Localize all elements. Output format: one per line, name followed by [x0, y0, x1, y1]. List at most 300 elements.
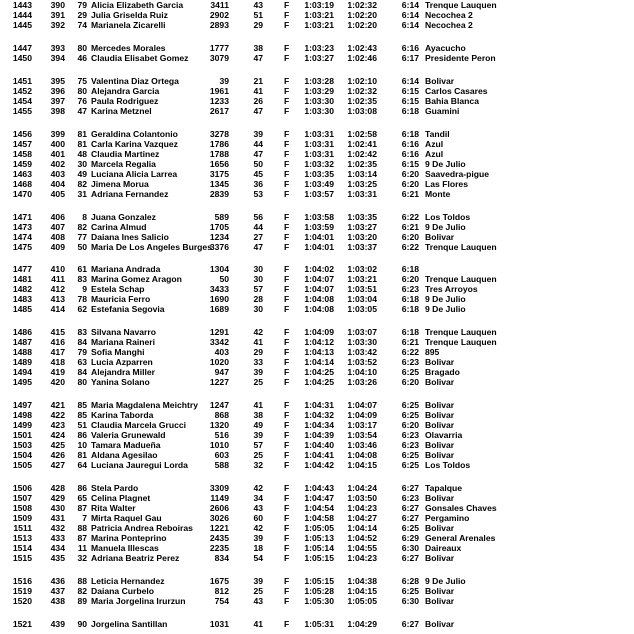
gun-time: 1:04:41 — [304, 450, 334, 460]
runner-age: 42 — [253, 523, 263, 533]
runner-age: 27 — [253, 232, 263, 242]
category-position: 436 — [50, 576, 65, 586]
runner-sex: F — [284, 274, 290, 284]
pace: 6:18 — [401, 294, 419, 304]
age-group-position: 83 — [77, 274, 87, 284]
category-position: 435 — [50, 553, 65, 563]
age-group-position: 82 — [77, 586, 87, 596]
runner-age: 42 — [253, 483, 263, 493]
city: Bolivar — [425, 76, 455, 86]
bib-number: 1304 — [209, 264, 229, 274]
gun-time: 1:03:21 — [304, 10, 334, 20]
runner-age: 44 — [253, 139, 263, 149]
pace: 6:18 — [401, 106, 419, 116]
overall-position: 1470 — [12, 189, 32, 199]
bib-number: 1689 — [209, 304, 229, 314]
overall-position: 1473 — [12, 222, 32, 232]
age-group-position: 87 — [77, 503, 87, 513]
category-position: 428 — [50, 483, 65, 493]
runner-name: Mercedes Morales — [91, 43, 166, 53]
bib-number: 1777 — [209, 43, 229, 53]
runner-sex: F — [284, 523, 290, 533]
gun-time: 1:04:25 — [304, 367, 334, 377]
overall-position: 1451 — [12, 76, 32, 86]
runner-age: 43 — [253, 503, 263, 513]
runner-sex: F — [284, 513, 290, 523]
pace: 6:15 — [401, 86, 419, 96]
runner-name: Daiana Curbelo — [91, 586, 155, 596]
bib-number: 3411 — [210, 0, 229, 10]
overall-position: 1463 — [12, 169, 32, 179]
age-group-position: 46 — [77, 53, 87, 63]
runner-sex: F — [284, 106, 290, 116]
runner-sex: F — [284, 410, 290, 420]
city: Guamini — [425, 106, 460, 116]
city: Ayacucho — [425, 43, 466, 53]
city: Tres Arroyos — [425, 284, 478, 294]
runner-sex: F — [284, 189, 290, 199]
city: Bolivar — [425, 410, 455, 420]
age-group-position: 47 — [77, 106, 87, 116]
city: Bolivar — [425, 440, 455, 450]
gun-time: 1:04:14 — [304, 357, 334, 367]
runner-sex: F — [284, 483, 290, 493]
city: Trenque Lauquen — [425, 327, 497, 337]
net-time: 1:03:25 — [347, 179, 377, 189]
category-position: 394 — [50, 53, 65, 63]
city: Bahia Blanca — [425, 96, 479, 106]
city: Trenque Lauquen — [425, 274, 497, 284]
runner-name: Daiana Ines Salicio — [91, 232, 169, 242]
category-position: 429 — [50, 493, 65, 503]
city: Necochea 2 — [425, 10, 473, 20]
bib-number: 1961 — [209, 86, 229, 96]
net-time: 1:03:14 — [347, 169, 377, 179]
runner-sex: F — [284, 10, 290, 20]
pace: 6:14 — [401, 76, 419, 86]
runner-sex: F — [284, 76, 290, 86]
city: Azul — [425, 139, 444, 149]
city: Necochea 2 — [425, 20, 473, 30]
pace: 6:25 — [401, 450, 419, 460]
city: Bolivar — [425, 596, 455, 606]
pace: 6:17 — [401, 53, 419, 63]
category-position: 409 — [50, 242, 65, 252]
runner-sex: F — [284, 327, 290, 337]
runner-name: Sofia Manghi — [91, 347, 145, 357]
net-time: 1:03:54 — [347, 430, 377, 440]
runner-sex: F — [284, 149, 290, 159]
pace: 6:20 — [401, 232, 419, 242]
runner-name: Alejandra Miller — [91, 367, 155, 377]
net-time: 1:03:42 — [347, 347, 377, 357]
pace: 6:25 — [401, 400, 419, 410]
runner-name: Luciana Jauregui Lorda — [91, 460, 188, 470]
overall-position: 1458 — [12, 149, 32, 159]
city: Bolivar — [425, 493, 455, 503]
runner-sex: F — [284, 377, 290, 387]
overall-position: 1450 — [12, 53, 32, 63]
city: 9 De Julio — [425, 159, 466, 169]
age-group-position: 77 — [77, 232, 87, 242]
overall-position: 1457 — [12, 139, 32, 149]
city: 9 De Julio — [425, 294, 466, 304]
overall-position: 1489 — [12, 357, 32, 367]
net-time: 1:04:15 — [347, 586, 377, 596]
runner-sex: F — [284, 347, 290, 357]
gun-time: 1:04:54 — [304, 503, 334, 513]
runner-name: Yanina Solano — [91, 377, 150, 387]
category-position: 427 — [50, 460, 65, 470]
gun-time: 1:03:31 — [304, 139, 334, 149]
pace: 6:25 — [401, 586, 419, 596]
runner-name: Valentina Diaz Ortega — [91, 76, 179, 86]
overall-position: 1504 — [12, 450, 32, 460]
runner-name: Valeria Grunewald — [91, 430, 166, 440]
age-group-position: 11 — [77, 543, 87, 553]
net-time: 1:04:08 — [347, 450, 377, 460]
pace: 6:28 — [401, 576, 419, 586]
runner-sex: F — [284, 553, 290, 563]
runner-age: 28 — [253, 294, 263, 304]
overall-position: 1488 — [12, 347, 32, 357]
overall-position: 1503 — [12, 440, 32, 450]
runner-age: 41 — [253, 337, 263, 347]
runner-age: 21 — [253, 76, 263, 86]
pace: 6:18 — [401, 264, 419, 274]
runner-age: 41 — [253, 86, 263, 96]
bib-number: 2606 — [209, 503, 229, 513]
age-group-position: 32 — [77, 553, 87, 563]
overall-position: 1454 — [12, 96, 32, 106]
age-group-position: 48 — [77, 149, 87, 159]
age-group-position: 74 — [77, 20, 87, 30]
runner-name: Marianela Zicarelli — [91, 20, 166, 30]
city: Bolivar — [425, 619, 455, 629]
net-time: 1:04:29 — [347, 619, 377, 629]
net-time: 1:03:37 — [347, 242, 377, 252]
city: Bolivar — [425, 232, 455, 242]
bib-number: 2435 — [209, 533, 229, 543]
bib-number: 1705 — [209, 222, 229, 232]
bib-number: 1234 — [209, 232, 229, 242]
pace: 6:15 — [401, 159, 419, 169]
pace: 6:22 — [401, 242, 419, 252]
city: Monte — [425, 189, 451, 199]
pace: 6:20 — [401, 169, 419, 179]
runner-name: Carla Karina Vazquez — [91, 139, 178, 149]
bib-number: 516 — [214, 430, 229, 440]
runner-name: Mariana Raineri — [91, 337, 155, 347]
runner-sex: F — [284, 43, 290, 53]
pace: 6:27 — [401, 503, 419, 513]
pace: 6:20 — [401, 179, 419, 189]
runner-sex: F — [284, 460, 290, 470]
overall-position: 1459 — [12, 159, 32, 169]
gun-time: 1:05:15 — [304, 553, 334, 563]
overall-position: 1501 — [12, 430, 32, 440]
net-time: 1:03:46 — [347, 440, 377, 450]
pace: 6:18 — [401, 304, 419, 314]
runner-sex: F — [284, 420, 290, 430]
runner-age: 44 — [253, 222, 263, 232]
overall-position: 1519 — [12, 586, 32, 596]
age-group-position: 62 — [77, 304, 87, 314]
gun-time: 1:05:13 — [304, 533, 334, 543]
runner-name: Claudia Elisabet Gomez — [91, 53, 189, 63]
gun-time: 1:04:39 — [304, 430, 334, 440]
runner-sex: F — [284, 212, 290, 222]
runner-age: 30 — [253, 274, 263, 284]
gun-time: 1:03:58 — [304, 212, 334, 222]
runner-age: 25 — [253, 586, 263, 596]
bib-number: 39 — [219, 76, 229, 86]
runner-age: 42 — [253, 327, 263, 337]
gun-time: 1:04:42 — [304, 460, 334, 470]
gun-time: 1:05:30 — [304, 596, 334, 606]
runner-name: Maria De Los Angeles Burges — [91, 242, 212, 252]
pace: 6:25 — [401, 367, 419, 377]
gun-time: 1:03:49 — [304, 179, 334, 189]
bib-number: 1010 — [209, 440, 229, 450]
bib-number: 834 — [214, 553, 229, 563]
runner-sex: F — [284, 619, 290, 629]
category-position: 401 — [50, 149, 65, 159]
runner-age: 45 — [253, 169, 263, 179]
category-position: 412 — [50, 284, 65, 294]
city: Trenque Lauquen — [425, 0, 497, 10]
bib-number: 403 — [214, 347, 229, 357]
age-group-position: 82 — [77, 179, 87, 189]
runner-age: 60 — [253, 513, 263, 523]
runner-sex: F — [284, 493, 290, 503]
runner-name: Marcela Regalia — [91, 159, 156, 169]
runner-age: 39 — [253, 430, 263, 440]
category-position: 420 — [50, 377, 65, 387]
overall-position: 1455 — [12, 106, 32, 116]
overall-position: 1505 — [12, 460, 32, 470]
age-group-position: 81 — [77, 139, 87, 149]
category-position: 431 — [50, 513, 65, 523]
gun-time: 1:03:19 — [304, 0, 334, 10]
runner-name: Manuela Illescas — [91, 543, 159, 553]
overall-position: 1443 — [12, 0, 32, 10]
overall-position: 1520 — [12, 596, 32, 606]
category-position: 406 — [50, 212, 65, 222]
bib-number: 3309 — [209, 483, 229, 493]
runner-sex: F — [284, 232, 290, 242]
category-position: 405 — [50, 189, 65, 199]
net-time: 1:04:55 — [347, 543, 377, 553]
runner-sex: F — [284, 543, 290, 553]
net-time: 1:04:23 — [347, 503, 377, 513]
age-group-position: 78 — [77, 294, 87, 304]
bib-number: 868 — [214, 410, 229, 420]
runner-age: 32 — [253, 460, 263, 470]
net-time: 1:02:20 — [347, 20, 377, 30]
gun-time: 1:05:28 — [304, 586, 334, 596]
city: Bolivar — [425, 357, 455, 367]
pace: 6:21 — [401, 189, 419, 199]
runner-sex: F — [284, 337, 290, 347]
runner-age: 51 — [253, 10, 263, 20]
overall-position: 1444 — [12, 10, 32, 20]
pace: 6:23 — [401, 440, 419, 450]
runner-sex: F — [284, 0, 290, 10]
runner-sex: F — [284, 533, 290, 543]
gun-time: 1:05:05 — [304, 523, 334, 533]
bib-number: 1221 — [209, 523, 229, 533]
overall-position: 1506 — [12, 483, 32, 493]
pace: 6:23 — [401, 493, 419, 503]
net-time: 1:02:58 — [347, 129, 377, 139]
net-time: 1:03:05 — [347, 304, 377, 314]
overall-position: 1507 — [12, 493, 32, 503]
net-time: 1:03:27 — [347, 222, 377, 232]
runner-name: Mariana Andrada — [91, 264, 161, 274]
age-group-position: 81 — [77, 129, 87, 139]
runner-sex: F — [284, 304, 290, 314]
bib-number: 1320 — [209, 420, 229, 430]
city: Bolivar — [425, 523, 455, 533]
runner-sex: F — [284, 450, 290, 460]
category-position: 400 — [50, 139, 65, 149]
runner-name: Mauricia Ferro — [91, 294, 151, 304]
net-time: 1:02:42 — [347, 149, 377, 159]
runner-age: 30 — [253, 264, 263, 274]
net-time: 1:03:04 — [347, 294, 377, 304]
bib-number: 3433 — [209, 284, 229, 294]
gun-time: 1:03:35 — [304, 169, 334, 179]
overall-position: 1475 — [12, 242, 32, 252]
runner-name: Marina Gomez Aragon — [91, 274, 182, 284]
net-time: 1:04:09 — [347, 410, 377, 420]
gun-time: 1:03:30 — [304, 96, 334, 106]
runner-age: 25 — [253, 377, 263, 387]
age-group-position: 84 — [77, 367, 87, 377]
overall-position: 1516 — [12, 576, 32, 586]
city: Tandil — [425, 129, 450, 139]
city: Bolivar — [425, 553, 455, 563]
net-time: 1:02:46 — [347, 53, 377, 63]
pace: 6:30 — [401, 543, 419, 553]
runner-sex: F — [284, 86, 290, 96]
category-position: 439 — [50, 619, 65, 629]
city: Azul — [425, 149, 444, 159]
gun-time: 1:04:25 — [304, 377, 334, 387]
city: Olavarria — [425, 430, 463, 440]
gun-time: 1:04:40 — [304, 440, 334, 450]
gun-time: 1:03:59 — [304, 222, 334, 232]
net-time: 1:04:14 — [347, 523, 377, 533]
gun-time: 1:04:34 — [304, 420, 334, 430]
net-time: 1:02:41 — [347, 139, 377, 149]
pace: 6:18 — [401, 129, 419, 139]
pace: 6:14 — [401, 20, 419, 30]
age-group-position: 86 — [77, 483, 87, 493]
overall-position: 1487 — [12, 337, 32, 347]
runner-name: Tamara Madueña — [91, 440, 161, 450]
runner-sex: F — [284, 139, 290, 149]
city: Los Toldos — [425, 212, 471, 222]
runner-name: Silvana Navarro — [91, 327, 156, 337]
overall-position: 1485 — [12, 304, 32, 314]
city: Presidente Peron — [425, 53, 496, 63]
city: Bolivar — [425, 377, 455, 387]
runner-age: 29 — [253, 347, 263, 357]
age-group-position: 89 — [77, 596, 87, 606]
net-time: 1:04:38 — [347, 576, 377, 586]
overall-position: 1495 — [12, 377, 32, 387]
category-position: 407 — [50, 222, 65, 232]
city: 895 — [425, 347, 440, 357]
age-group-position: 9 — [82, 284, 87, 294]
net-time: 1:05:05 — [347, 596, 377, 606]
runner-sex: F — [284, 596, 290, 606]
city: General Arenales — [425, 533, 496, 543]
runner-name: Mirta Raquel Gau — [91, 513, 162, 523]
pace: 6:14 — [401, 10, 419, 20]
pace: 6:23 — [401, 284, 419, 294]
pace: 6:20 — [401, 377, 419, 387]
gun-time: 1:04:13 — [304, 347, 334, 357]
gun-time: 1:04:02 — [304, 264, 334, 274]
bib-number: 3342 — [209, 337, 229, 347]
runner-name: Aldana Agesilao — [91, 450, 158, 460]
age-group-position: 87 — [77, 533, 87, 543]
age-group-position: 85 — [77, 400, 87, 410]
bib-number: 1690 — [209, 294, 229, 304]
overall-position: 1471 — [12, 212, 32, 222]
bib-number: 1656 — [209, 159, 229, 169]
runner-name: Juana Gonzalez — [91, 212, 156, 222]
age-group-position: 29 — [77, 10, 87, 20]
runner-sex: F — [284, 53, 290, 63]
net-time: 1:02:35 — [347, 159, 377, 169]
runner-sex: F — [284, 169, 290, 179]
runner-name: Lucia Azparren — [91, 357, 153, 367]
net-time: 1:03:02 — [347, 264, 377, 274]
pace: 6:22 — [401, 212, 419, 222]
overall-position: 1468 — [12, 179, 32, 189]
category-position: 413 — [50, 294, 65, 304]
bib-number: 1291 — [209, 327, 229, 337]
net-time: 1:02:32 — [347, 86, 377, 96]
bib-number: 812 — [214, 586, 229, 596]
city: Carlos Casares — [425, 86, 488, 96]
net-time: 1:03:52 — [347, 357, 377, 367]
runner-sex: F — [284, 284, 290, 294]
gun-time: 1:04:01 — [304, 242, 334, 252]
net-time: 1:02:43 — [347, 43, 377, 53]
runner-age: 29 — [253, 20, 263, 30]
pace: 6:25 — [401, 410, 419, 420]
category-position: 391 — [50, 10, 65, 20]
age-group-position: 88 — [77, 576, 87, 586]
age-group-position: 10 — [77, 440, 87, 450]
runner-name: Jimena Morua — [91, 179, 149, 189]
runner-name: Stela Pardo — [91, 483, 139, 493]
bib-number: 1786 — [209, 139, 229, 149]
category-position: 426 — [50, 450, 65, 460]
net-time: 1:03:31 — [347, 189, 377, 199]
pace: 6:23 — [401, 357, 419, 367]
bib-number: 1675 — [209, 576, 229, 586]
runner-name: Geraldina Colantonio — [91, 129, 178, 139]
overall-position: 1514 — [12, 543, 32, 553]
bib-number: 2902 — [209, 10, 229, 20]
bib-number: 1345 — [209, 179, 229, 189]
